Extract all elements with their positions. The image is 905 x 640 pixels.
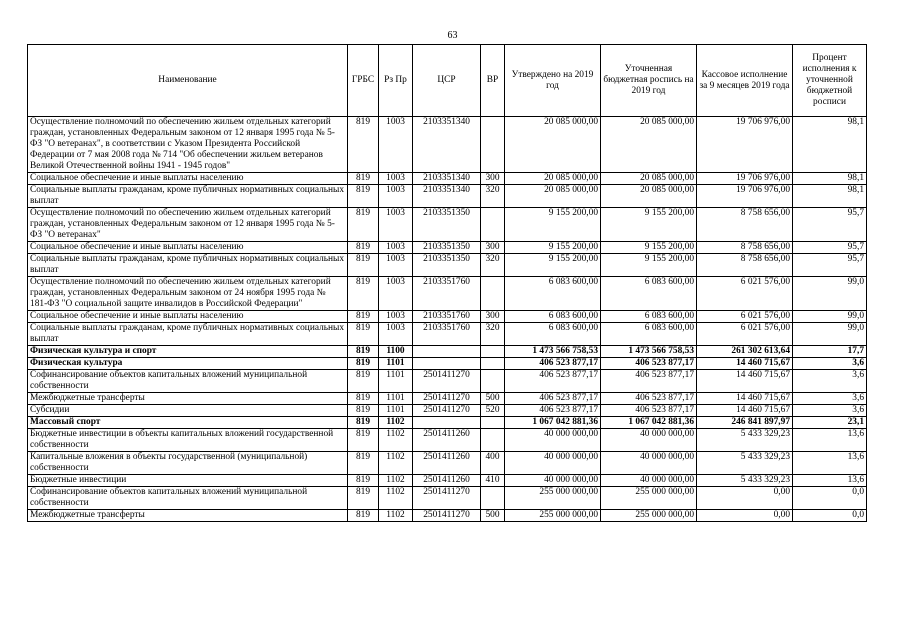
cell-csr: 2103351340 <box>413 117 481 173</box>
cell-grbs: 819 <box>348 475 379 487</box>
cell-grbs: 819 <box>348 254 379 277</box>
cell-approved: 40 000 000,00 <box>505 429 601 452</box>
cell-grbs: 819 <box>348 358 379 370</box>
cell-cash: 14 460 715,67 <box>697 393 793 405</box>
cell-cash: 5 433 329,23 <box>697 452 793 475</box>
cell-cash: 5 433 329,23 <box>697 475 793 487</box>
header-rzpr: Рз Пр <box>379 45 413 117</box>
cell-cash: 19 706 976,00 <box>697 173 793 185</box>
header-refined: Уточненная бюджетная роспись на 2019 год <box>601 45 697 117</box>
cell-name: Бюджетные инвестиции в объекты капитальных вложений государственной собственности <box>28 429 348 452</box>
cell-csr: 2501411270 <box>413 405 481 417</box>
cell-cash: 8 758 656,00 <box>697 208 793 242</box>
cell-rzpr: 1102 <box>379 452 413 475</box>
cell-cash: 6 021 576,00 <box>697 323 793 346</box>
budget-execution-table <box>27 44 867 522</box>
table-row <box>28 254 867 277</box>
cell-refined: 40 000 000,00 <box>601 475 697 487</box>
table-row <box>28 185 867 208</box>
cell-cash: 6 021 576,00 <box>697 277 793 311</box>
cell-rzpr: 1003 <box>379 242 413 254</box>
cell-refined: 406 523 877,17 <box>601 358 697 370</box>
cell-refined: 1 473 566 758,53 <box>601 346 697 358</box>
cell-approved: 40 000 000,00 <box>505 475 601 487</box>
cell-vr <box>481 346 505 358</box>
cell-approved: 20 085 000,00 <box>505 173 601 185</box>
cell-approved: 255 000 000,00 <box>505 510 601 522</box>
cell-csr <box>413 417 481 429</box>
cell-refined: 9 155 200,00 <box>601 254 697 277</box>
cell-approved: 255 000 000,00 <box>505 487 601 510</box>
cell-grbs: 819 <box>348 185 379 208</box>
cell-cash: 19 706 976,00 <box>697 117 793 173</box>
cell-grbs: 819 <box>348 323 379 346</box>
cell-cash: 19 706 976,00 <box>697 185 793 208</box>
cell-vr: 500 <box>481 393 505 405</box>
cell-approved: 1 067 042 881,36 <box>505 417 601 429</box>
cell-vr <box>481 117 505 173</box>
cell-csr: 2501411270 <box>413 393 481 405</box>
cell-csr: 2103351340 <box>413 185 481 208</box>
cell-refined: 9 155 200,00 <box>601 242 697 254</box>
table-row <box>28 311 867 323</box>
cell-refined: 406 523 877,17 <box>601 370 697 393</box>
cell-approved: 406 523 877,17 <box>505 370 601 393</box>
cell-cash: 14 460 715,67 <box>697 370 793 393</box>
cell-rzpr: 1003 <box>379 311 413 323</box>
table-row <box>28 452 867 475</box>
cell-csr: 2103351760 <box>413 277 481 311</box>
cell-refined: 40 000 000,00 <box>601 452 697 475</box>
cell-name: Капитальные вложения в объекты государственной (муниципальной) собственности <box>28 452 348 475</box>
cell-cash: 5 433 329,23 <box>697 429 793 452</box>
cell-grbs: 819 <box>348 346 379 358</box>
cell-rzpr: 1102 <box>379 417 413 429</box>
cell-vr: 400 <box>481 452 505 475</box>
table-row <box>28 429 867 452</box>
cell-approved: 40 000 000,00 <box>505 452 601 475</box>
cell-name: Межбюджетные трансферты <box>28 393 348 405</box>
cell-rzpr: 1003 <box>379 323 413 346</box>
cell-vr <box>481 487 505 510</box>
cell-name: Бюджетные инвестиции <box>28 475 348 487</box>
cell-percent: 3,6 <box>793 393 867 405</box>
cell-name: Социальные выплаты гражданам, кроме публичных нормативных социальных выплат <box>28 254 348 277</box>
header-approved: Утверждено на 2019 год <box>505 45 601 117</box>
cell-approved: 20 085 000,00 <box>505 185 601 208</box>
cell-name: Социальное обеспечение и иные выплаты населению <box>28 311 348 323</box>
cell-csr: 2501411260 <box>413 429 481 452</box>
cell-csr: 2103351340 <box>413 173 481 185</box>
cell-csr: 2103351760 <box>413 323 481 346</box>
cell-name: Осуществление полномочий по обеспечению жильем отдельных категорий граждан, установленных Федеральным законом от 24 ноября 1995 года № 181-ФЗ "О социальной защите инвалидов в Российской Федерации" <box>28 277 348 311</box>
cell-refined: 1 067 042 881,36 <box>601 417 697 429</box>
cell-rzpr: 1101 <box>379 405 413 417</box>
cell-rzpr: 1102 <box>379 429 413 452</box>
cell-rzpr: 1102 <box>379 510 413 522</box>
cell-name: Социальные выплаты гражданам, кроме публичных нормативных социальных выплат <box>28 323 348 346</box>
cell-cash: 14 460 715,67 <box>697 358 793 370</box>
cell-grbs: 819 <box>348 510 379 522</box>
cell-cash: 6 021 576,00 <box>697 311 793 323</box>
cell-cash: 0,00 <box>697 487 793 510</box>
cell-name: Софинансирование объектов капитальных вложений муниципальной собственности <box>28 487 348 510</box>
cell-cash: 246 841 897,97 <box>697 417 793 429</box>
table-row <box>28 277 867 311</box>
table-row <box>28 358 867 370</box>
cell-percent: 3,6 <box>793 358 867 370</box>
header-percent: Процент исполнения к уточненной бюджетной росписи <box>793 45 867 117</box>
cell-grbs: 819 <box>348 370 379 393</box>
cell-approved: 6 083 600,00 <box>505 323 601 346</box>
header-cash: Кассовое исполнение за 9 месяцев 2019 года <box>697 45 793 117</box>
cell-refined: 40 000 000,00 <box>601 429 697 452</box>
cell-refined: 20 085 000,00 <box>601 117 697 173</box>
cell-csr: 2501411270 <box>413 370 481 393</box>
cell-percent: 99,0 <box>793 323 867 346</box>
cell-rzpr: 1003 <box>379 254 413 277</box>
cell-percent: 13,6 <box>793 452 867 475</box>
cell-cash: 0,00 <box>697 510 793 522</box>
cell-name: Софинансирование объектов капитальных вложений муниципальной собственности <box>28 370 348 393</box>
cell-percent: 13,6 <box>793 475 867 487</box>
cell-percent: 98,1 <box>793 173 867 185</box>
header-name: Наименование <box>28 45 348 117</box>
table-row <box>28 487 867 510</box>
cell-rzpr: 1003 <box>379 117 413 173</box>
cell-name: Социальное обеспечение и иные выплаты населению <box>28 242 348 254</box>
cell-approved: 1 473 566 758,53 <box>505 346 601 358</box>
cell-name: Субсидии <box>28 405 348 417</box>
cell-grbs: 819 <box>348 311 379 323</box>
cell-grbs: 819 <box>348 429 379 452</box>
cell-cash: 8 758 656,00 <box>697 242 793 254</box>
table-header-row <box>28 45 867 117</box>
table-row <box>28 417 867 429</box>
table-row <box>28 208 867 242</box>
cell-approved: 9 155 200,00 <box>505 208 601 242</box>
cell-approved: 9 155 200,00 <box>505 254 601 277</box>
table-row <box>28 370 867 393</box>
cell-name: Физическая культура и спорт <box>28 346 348 358</box>
cell-percent: 99,0 <box>793 277 867 311</box>
cell-csr <box>413 358 481 370</box>
cell-grbs: 819 <box>348 277 379 311</box>
cell-csr: 2103351350 <box>413 242 481 254</box>
cell-vr <box>481 429 505 452</box>
cell-rzpr: 1003 <box>379 185 413 208</box>
cell-vr: 320 <box>481 185 505 208</box>
cell-name: Межбюджетные трансферты <box>28 510 348 522</box>
cell-approved: 6 083 600,00 <box>505 277 601 311</box>
table-row <box>28 346 867 358</box>
cell-vr: 300 <box>481 173 505 185</box>
cell-name: Осуществление полномочий по обеспечению жильем отдельных категорий граждан, установленных Федеральным законом от 12 января 1995 года № 5-ФЗ "О ветеранах" <box>28 208 348 242</box>
cell-percent: 99,0 <box>793 311 867 323</box>
cell-percent: 98,1 <box>793 185 867 208</box>
header-vr: ВР <box>481 45 505 117</box>
cell-percent: 95,7 <box>793 242 867 254</box>
cell-grbs: 819 <box>348 117 379 173</box>
cell-refined: 9 155 200,00 <box>601 208 697 242</box>
cell-percent: 98,1 <box>793 117 867 173</box>
cell-vr <box>481 417 505 429</box>
cell-cash: 8 758 656,00 <box>697 254 793 277</box>
cell-csr: 2501411270 <box>413 487 481 510</box>
header-csr: ЦСР <box>413 45 481 117</box>
cell-vr: 300 <box>481 311 505 323</box>
table-row <box>28 117 867 173</box>
table-row <box>28 405 867 417</box>
cell-name: Физическая культура <box>28 358 348 370</box>
page-number: 63 <box>447 30 458 41</box>
cell-approved: 9 155 200,00 <box>505 242 601 254</box>
cell-vr: 320 <box>481 254 505 277</box>
cell-percent: 3,6 <box>793 370 867 393</box>
cell-vr: 300 <box>481 242 505 254</box>
cell-rzpr: 1003 <box>379 208 413 242</box>
cell-percent: 0,0 <box>793 487 867 510</box>
cell-vr <box>481 208 505 242</box>
cell-approved: 406 523 877,17 <box>505 405 601 417</box>
table-row <box>28 242 867 254</box>
cell-name: Социальное обеспечение и иные выплаты населению <box>28 173 348 185</box>
cell-grbs: 819 <box>348 242 379 254</box>
cell-grbs: 819 <box>348 487 379 510</box>
cell-refined: 255 000 000,00 <box>601 487 697 510</box>
table-row <box>28 393 867 405</box>
cell-cash: 261 302 613,64 <box>697 346 793 358</box>
cell-refined: 20 085 000,00 <box>601 173 697 185</box>
cell-csr <box>413 346 481 358</box>
cell-refined: 6 083 600,00 <box>601 323 697 346</box>
cell-rzpr: 1102 <box>379 475 413 487</box>
cell-csr: 2103351350 <box>413 254 481 277</box>
cell-rzpr: 1003 <box>379 277 413 311</box>
cell-refined: 255 000 000,00 <box>601 510 697 522</box>
cell-percent: 95,7 <box>793 254 867 277</box>
cell-grbs: 819 <box>348 405 379 417</box>
cell-approved: 20 085 000,00 <box>505 117 601 173</box>
cell-approved: 406 523 877,17 <box>505 393 601 405</box>
table-row <box>28 475 867 487</box>
cell-grbs: 819 <box>348 452 379 475</box>
cell-cash: 14 460 715,67 <box>697 405 793 417</box>
cell-refined: 406 523 877,17 <box>601 405 697 417</box>
cell-percent: 23,1 <box>793 417 867 429</box>
cell-percent: 95,7 <box>793 208 867 242</box>
cell-rzpr: 1003 <box>379 173 413 185</box>
cell-csr: 2501411260 <box>413 452 481 475</box>
cell-refined: 406 523 877,17 <box>601 393 697 405</box>
cell-rzpr: 1101 <box>379 358 413 370</box>
cell-approved: 406 523 877,17 <box>505 358 601 370</box>
cell-refined: 6 083 600,00 <box>601 277 697 311</box>
cell-name: Массовый спорт <box>28 417 348 429</box>
cell-vr: 410 <box>481 475 505 487</box>
cell-percent: 0,0 <box>793 510 867 522</box>
cell-grbs: 819 <box>348 208 379 242</box>
cell-name: Социальные выплаты гражданам, кроме публичных нормативных социальных выплат <box>28 185 348 208</box>
header-grbs: ГРБС <box>348 45 379 117</box>
cell-csr: 2501411260 <box>413 475 481 487</box>
table-row <box>28 323 867 346</box>
table-row <box>28 173 867 185</box>
cell-csr: 2103351760 <box>413 311 481 323</box>
cell-vr: 320 <box>481 323 505 346</box>
cell-rzpr: 1101 <box>379 393 413 405</box>
cell-vr <box>481 277 505 311</box>
cell-approved: 6 083 600,00 <box>505 311 601 323</box>
cell-vr: 520 <box>481 405 505 417</box>
cell-refined: 20 085 000,00 <box>601 185 697 208</box>
cell-percent: 17,7 <box>793 346 867 358</box>
cell-rzpr: 1100 <box>379 346 413 358</box>
cell-percent: 13,6 <box>793 429 867 452</box>
cell-rzpr: 1101 <box>379 370 413 393</box>
cell-rzpr: 1102 <box>379 487 413 510</box>
cell-vr <box>481 358 505 370</box>
cell-name: Осуществление полномочий по обеспечению жильем отдельных категорий граждан, установленных Федеральным законом от 12 января 1995 года № 5-ФЗ "О ветеранах", в соответствии с Указом Президента Российской Федерации от 7 мая 2008 года № 714 "Об обеспечении жильем ветеранов Великой Отечественной войны 1941 - 1945 годов" <box>28 117 348 173</box>
cell-vr: 500 <box>481 510 505 522</box>
cell-grbs: 819 <box>348 173 379 185</box>
cell-refined: 6 083 600,00 <box>601 311 697 323</box>
cell-csr: 2103351350 <box>413 208 481 242</box>
cell-csr: 2501411270 <box>413 510 481 522</box>
table-row <box>28 510 867 522</box>
cell-grbs: 819 <box>348 393 379 405</box>
cell-grbs: 819 <box>348 417 379 429</box>
cell-vr <box>481 370 505 393</box>
cell-percent: 3,6 <box>793 405 867 417</box>
